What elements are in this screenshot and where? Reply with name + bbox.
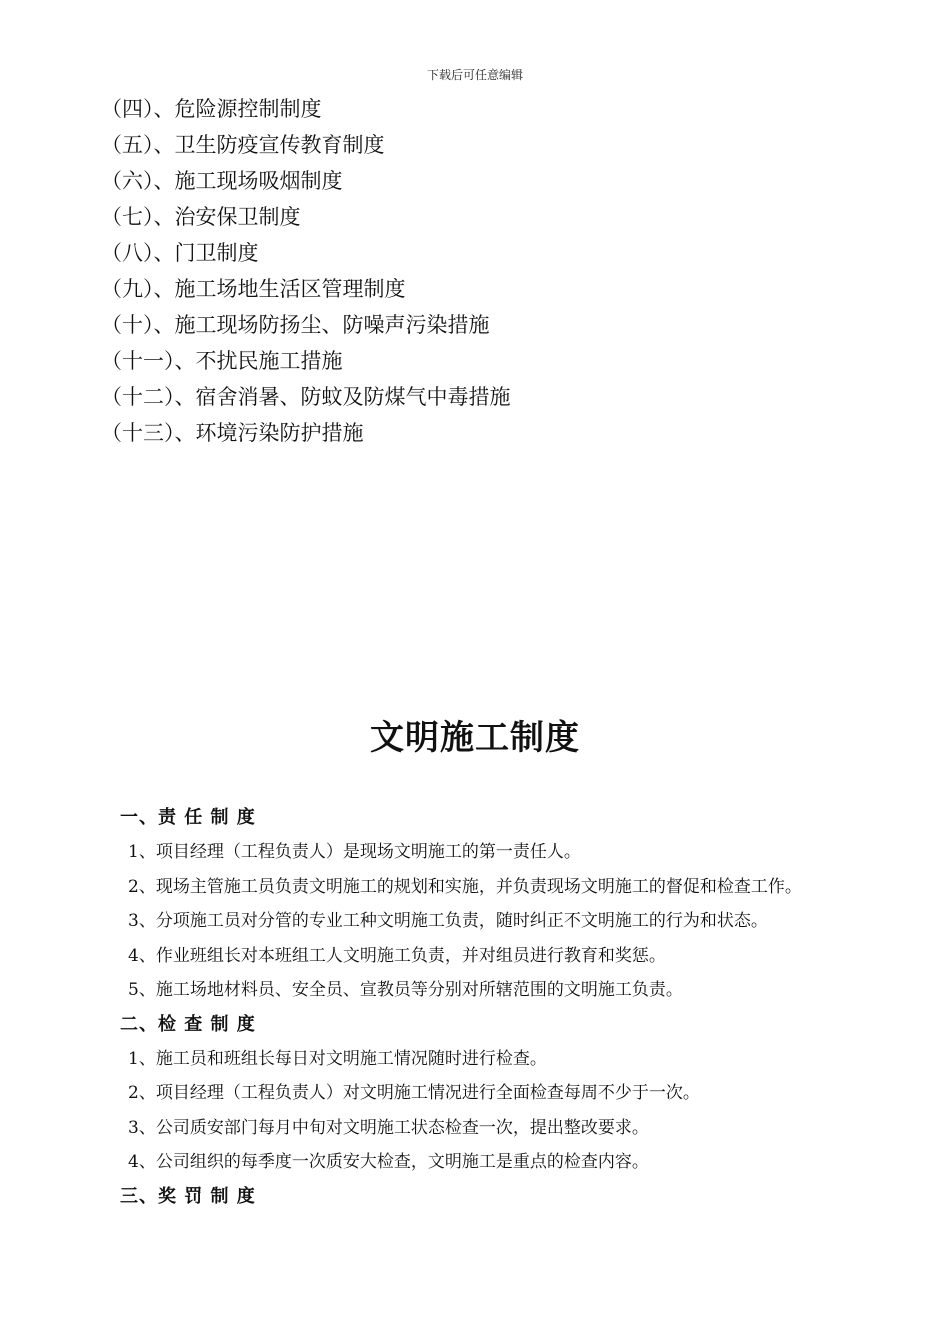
- toc-item: （八）、门卫制度: [101, 241, 259, 265]
- toc-item: （十一）、不扰民施工措施: [101, 349, 343, 373]
- toc-item: （四）、危险源控制制度: [101, 97, 322, 121]
- document-title: 文明施工制度: [370, 718, 580, 758]
- paragraph: 3、公司质安部门每月中旬对文明施工状态检查一次，提出整改要求。: [128, 1117, 649, 1138]
- paragraph: 4、公司组织的每季度一次质安大检查，文明施工是重点的检查内容。: [128, 1152, 649, 1172]
- document-body: [0, 801, 950, 1214]
- section-heading-inspection: 二、检 查 制 度: [120, 1013, 256, 1035]
- toc-item: （六）、施工现场吸烟制度: [101, 169, 343, 193]
- paragraph: 5、施工场地材料员、安全员、宣教员等分别对所辖范围的文明施工负责。: [128, 980, 683, 1000]
- paragraph: 2、现场主管施工员负责文明施工的规划和实施，并负责现场文明施工的督促和检查工作。: [128, 876, 802, 897]
- page-header-note: 下载后可任意编辑: [426, 68, 523, 82]
- section-heading-responsibility: 一、责 任 制 度: [120, 807, 256, 828]
- table-of-contents: [101, 91, 511, 451]
- toc-item: （十）、施工现场防扬尘、防噪声污染措施: [101, 313, 490, 337]
- toc-item: （十二）、宿舍消暑、防蚊及防煤气中毒措施: [101, 385, 511, 409]
- paragraph: 1、施工员和班组长每日对文明施工情况随时进行检查。: [128, 1048, 547, 1069]
- toc-item: （九）、施工场地生活区管理制度: [101, 277, 406, 301]
- paragraph: 4、作业班组长对本班组工人文明施工负责，并对组员进行教育和奖惩。: [128, 945, 666, 966]
- toc-item: （七）、治安保卫制度: [101, 205, 301, 229]
- section-heading-rewards-penalties: 三、奖 罚 制 度: [120, 1185, 256, 1207]
- paragraph: 3、分项施工员对分管的专业工种文明施工负责，随时纠正不文明施工的行为和状态。: [128, 911, 768, 931]
- paragraph: 2、项目经理（工程负责人）对文明施工情况进行全面检查每周不少于一次。: [128, 1083, 700, 1103]
- toc-item: （五）、卫生防疫宣传教育制度: [101, 133, 385, 157]
- toc-item: （十三）、环境污染防护措施: [101, 421, 364, 445]
- paragraph: 1、项目经理（工程负责人）是现场文明施工的第一责任人。: [128, 842, 581, 862]
